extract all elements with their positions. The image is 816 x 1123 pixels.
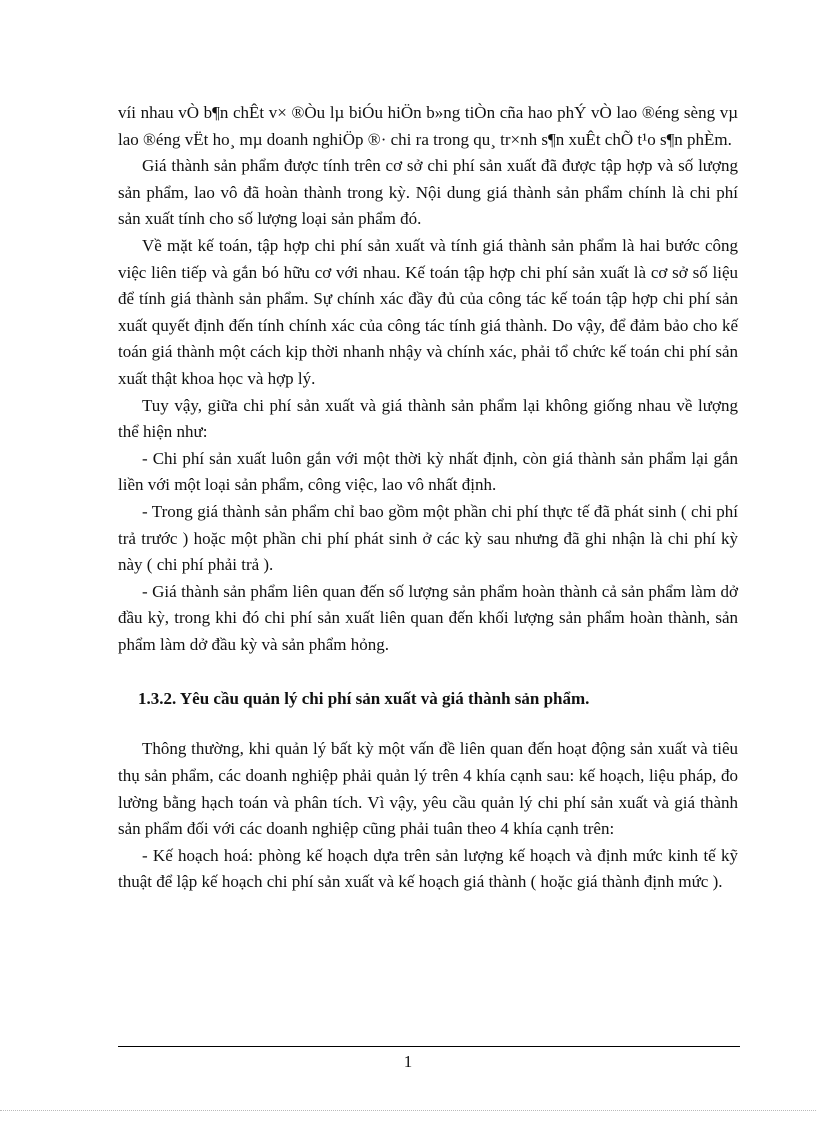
paragraph: Về mặt kế toán, tập hợp chi phí sản xuất và tính giá thành sản phẩm là hai bước công việc liên tiếp và gắn bó hữu cơ với nhau. Kế toán tập hợp chi phí sản xuất là cơ sở số liệu để tính giá thành sản phẩm. Sự chính xác đầy đủ của công tác kế toán tập hợp chi phí sản xuất quyết định đến tính chính xác của công tác tính giá thành. Do vậy, để đảm bảo cho kế toán giá thành một cách kịp thời nhanh nhậy và chính xác, phải tổ chức kế toán chi phí sản xuất thật khoa học và hợp lý. [118,235,738,388]
paragraph: Thông thường, khi quản lý bất kỳ một vấn đề liên quan đến hoạt động sản xuất và tiêu thụ sản phẩm, các doanh nghiệp phải quản lý trên 4 khía cạnh sau: kế hoạch, liệu pháp, đo lường bằng hạch toán và phân tích. Vì vậy, yêu cầu quản lý chi phí sản xuất và giá thành sản phẩm đối với các doanh nghiệp cũng phải tuân theo 4 khía cạnh trên: [118,739,738,839]
list-item: - Giá thành sản phẩm liên quan đến số lượng sản phẩm hoàn thành cả sản phẩm làm dở đầu kỳ, trong khi đó chi phí sản xuất liên quan đến khối lượng sản phẩm hoàn thành, sản phẩm làm dở đầu kỳ và sản phẩm hỏng. [118,581,738,654]
page-number: 1 [403,1052,413,1071]
body-text-top [118,100,738,658]
page-edge-divider [0,1110,816,1111]
list-item: - Trong giá thành sản phẩm chỉ bao gồm một phần chi phí thực tế đã phát sinh ( chi phí trả trước ) hoặc một phần chi phí phát sinh ở các kỳ sau nhưng đã ghi nhận là chi phí kỳ này ( chi phí phải trả ). [118,501,738,575]
section-heading: 1.3.2. Yêu cầu quản lý chi phí sản xuất và giá thành sản phẩm. [138,689,590,709]
document-page [118,100,738,896]
paragraph: Giá thành sản phẩm được tính trên cơ sở chi phí sản xuất đã được tập hợp và số lượng sản phẩm, lao vô đã hoàn thành trong kỳ. Nội dung giá thành sản phẩm chính là chi phí sản xuất tính cho số lượng loại sản phẩm đó. [118,156,738,229]
list-item: - Kế hoạch hoá: phòng kế hoạch dựa trên sản lượng kế hoạch và định mức kinh tế kỹ thuật để lập kế hoạch chi phí sản xuất và kế hoạch giá thành ( hoặc giá thành định mức ). [118,845,738,892]
footer-divider [118,1046,740,1047]
body-text-bottom [118,736,738,896]
paragraph: víi nhau vÒ b¶n chÊt v× ®Òu lµ biÓu hiÖn b»ng tiÒn cña hao phÝ vÒ lao ®éng sèng vµ lao ®éng vËt ho¸ mµ doanh nghiÖp ®· chi ra trong qu¸ tr×nh s¶n xuÊt chÕ t¹o s¶n phÈm. [118,103,738,149]
paragraph: Tuy vậy, giữa chi phí sản xuất và giá thành sản phẩm lại không giống nhau về lượng thể hiện như: [118,395,738,442]
list-item: - Chi phí sản xuất luôn gắn với một thời kỳ nhất định, còn giá thành sản phẩm lại gắn liền với một loại sản phẩm, công việc, lao vô nhất định. [118,448,738,495]
